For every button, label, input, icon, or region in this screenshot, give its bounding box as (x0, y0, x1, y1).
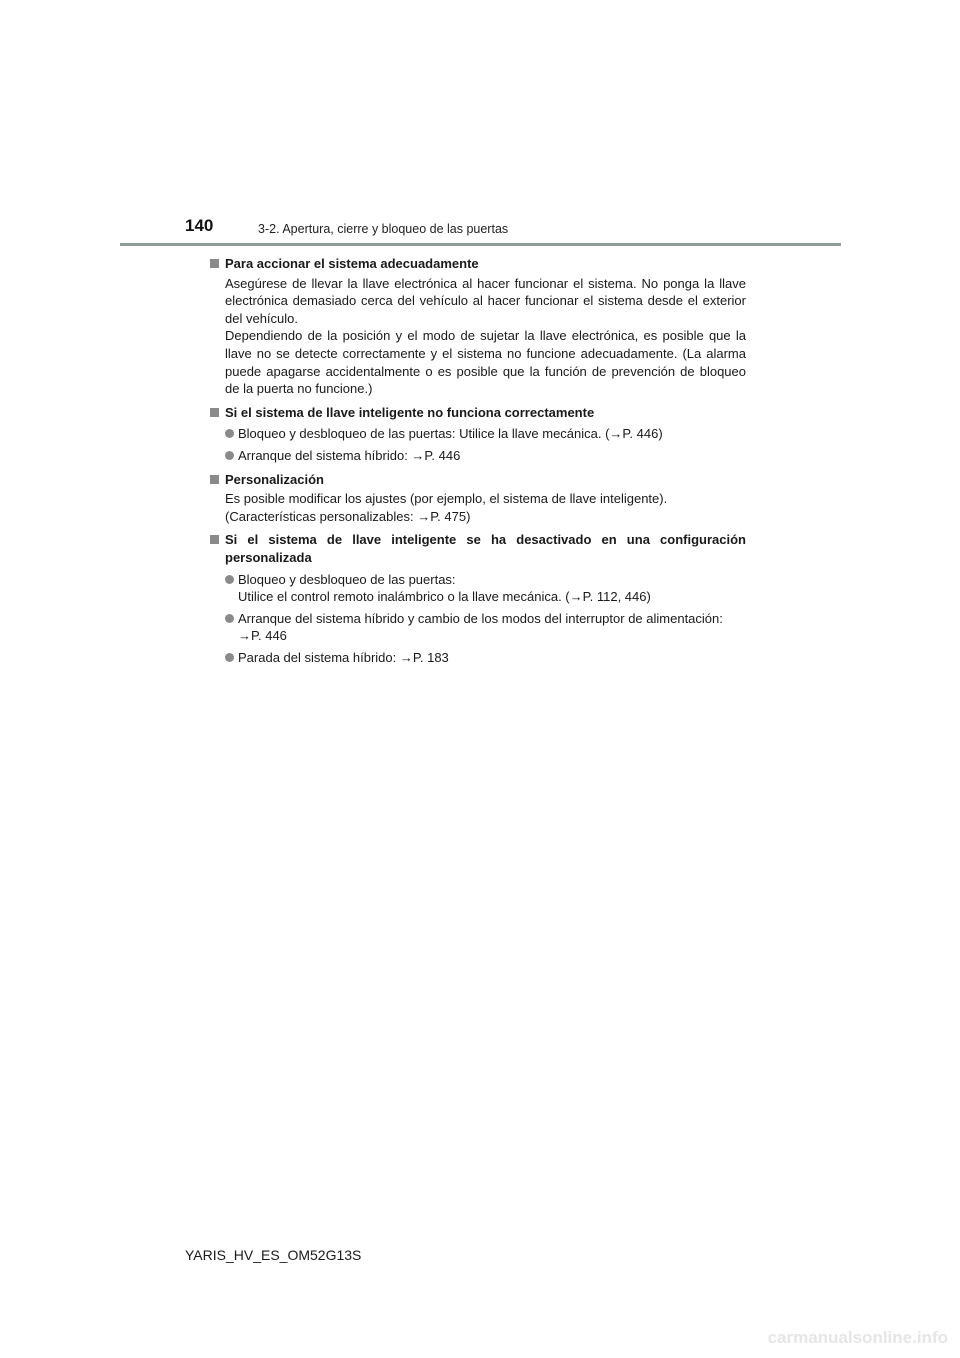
square-bullet-icon (210, 535, 219, 544)
section-operate-system (208, 255, 746, 398)
header-divider (120, 243, 841, 246)
paragraph: Dependiendo de la posición y el modo de sujetar la llave electrónica, es posible que la llave no se detecte correctamente y el sistema no funcione adecuadamente. (La alarma puede apagarse accidentalmente o es posible que la función de prevención de bloqueo de la puerta no funcione.) (225, 328, 746, 397)
watermark: carmanualsonline.info (767, 1328, 948, 1347)
section-disabled-custom (208, 531, 746, 666)
paragraph: Es posible modificar los ajustes (por ejemplo, el sistema de llave inteligente). (225, 491, 668, 507)
page-number: 140 (185, 216, 214, 235)
round-bullet-icon (225, 575, 234, 584)
round-bullet-icon (225, 614, 234, 623)
list-item: Bloqueo y desbloqueo de las puertas: Utilice el control remoto inalámbrico o la llave mecánica. (→P. 112, 446) (208, 571, 746, 606)
paragraph: (Características personalizables: →P. 475) (225, 508, 471, 524)
round-bullet-icon (225, 429, 234, 438)
section-heading: Si el sistema de llave inteligente no funciona correctamente (208, 404, 746, 422)
section-heading: Si el sistema de llave inteligente se ha desactivado en una configuración personalizada (208, 531, 746, 566)
list-item: Arranque del sistema híbrido y cambio de los modos del interruptor de alimentación: →P. 446 (208, 610, 746, 645)
round-bullet-icon (225, 451, 234, 460)
square-bullet-icon (210, 475, 219, 484)
round-bullet-icon (225, 653, 234, 662)
list-item: Bloqueo y desbloqueo de las puertas: Utilice la llave mecánica. (→P. 446) (208, 425, 746, 443)
section-malfunction (208, 404, 746, 465)
page-content (208, 255, 746, 672)
list-item: Arranque del sistema híbrido: →P. 446 (208, 447, 746, 465)
paragraph: Asegúrese de llevar la llave electrónica al hacer funcionar el sistema. No ponga la llave electrónica demasiado cerca del vehículo al hacer funcionar el sistema desde el exterior del vehículo. (225, 275, 746, 326)
section-customization (208, 471, 746, 526)
square-bullet-icon (210, 259, 219, 268)
section-heading: Personalización (208, 471, 746, 489)
section-heading: Para accionar el sistema adecuadamente (208, 255, 746, 273)
document-code: YARIS_HV_ES_OM52G13S (185, 1247, 362, 1263)
square-bullet-icon (210, 408, 219, 417)
section-header-title: 3-2. Apertura, cierre y bloqueo de las puertas (258, 222, 509, 236)
list-item: Parada del sistema híbrido: →P. 183 (208, 649, 746, 667)
